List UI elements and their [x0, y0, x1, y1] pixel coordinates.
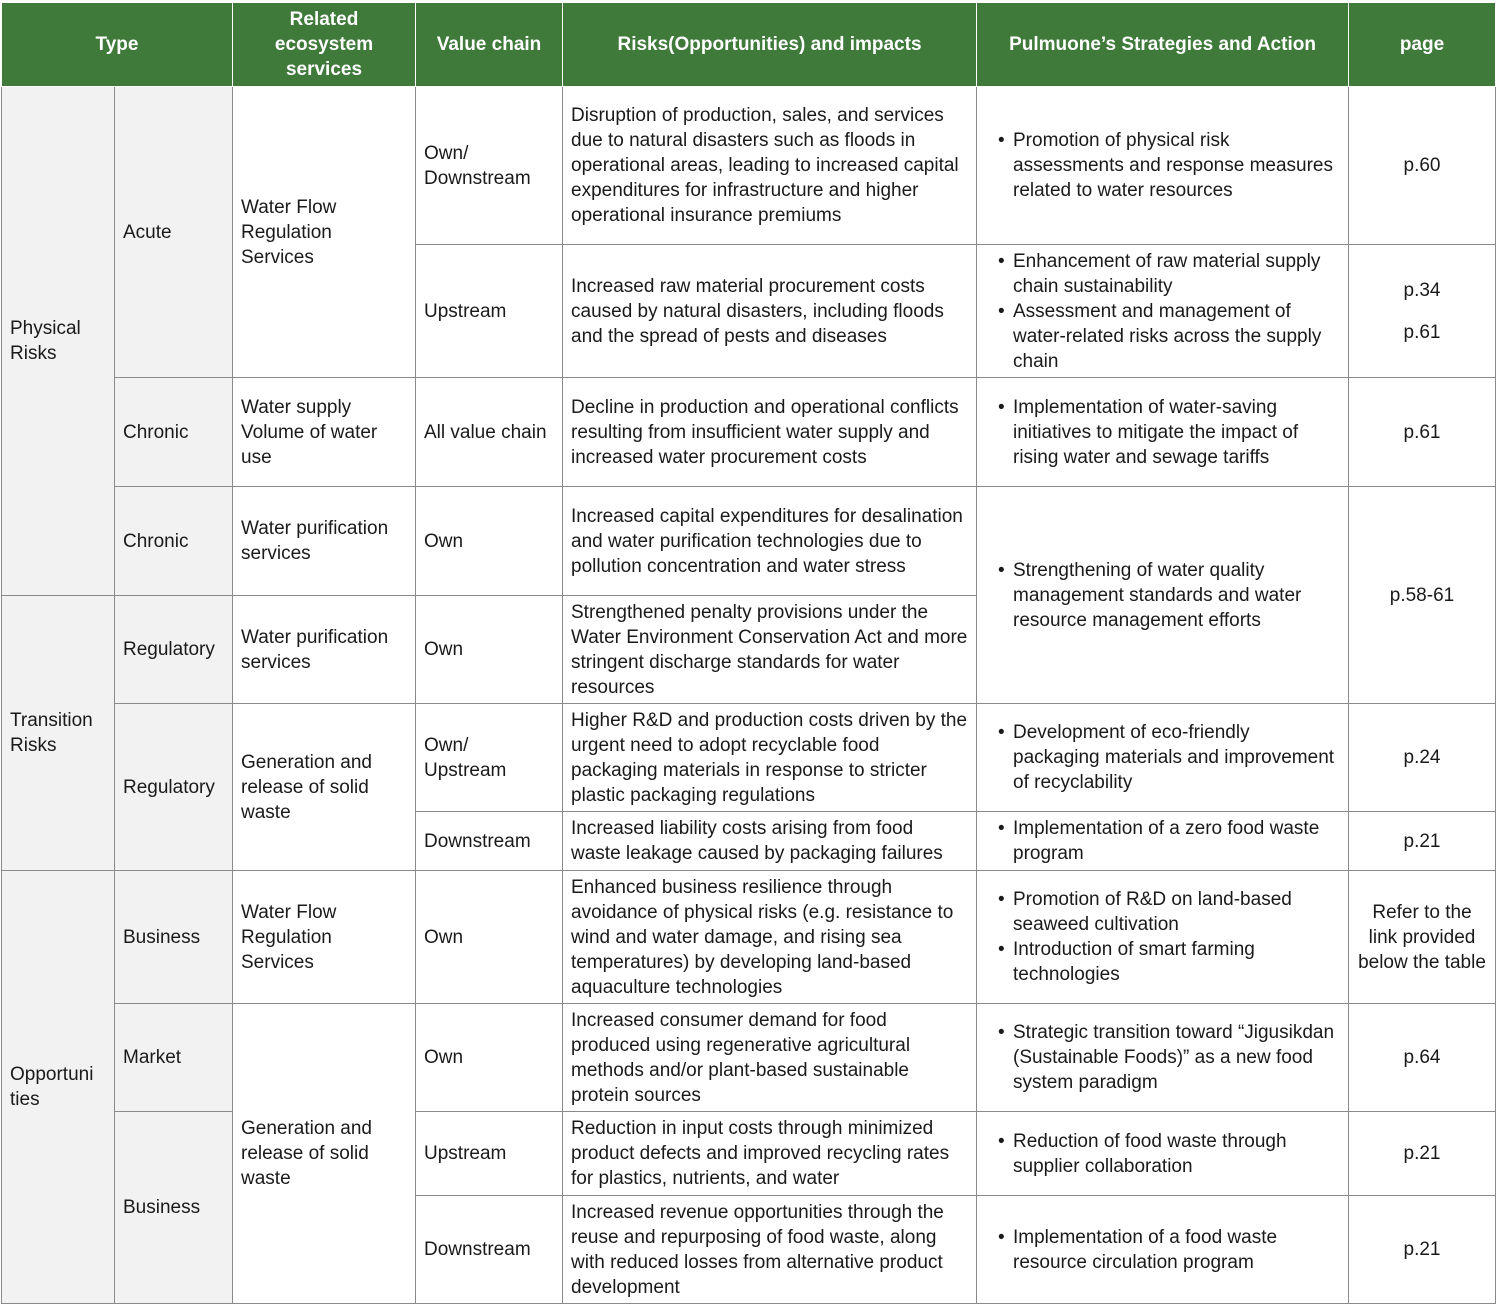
value-chain-cell: Own/ Downstream [416, 87, 563, 245]
risk-cell: Increased liability costs arising from food waste leakage caused by packaging failures [563, 812, 977, 871]
strategy-item: • Strategic transition toward “Jigusikdan (Sustainable Foods)” as a new food system paradigm [1013, 1020, 1340, 1095]
header-risks: Risks(Opportunities) and impacts [563, 3, 977, 87]
table-row [2, 487, 1496, 596]
risk-cell: Strengthened penalty provisions under the Water Environment Conservation Act and more stringent discharge standards for water resources [563, 596, 977, 704]
ecosystem-cell: Generation and release of solid waste [233, 704, 416, 871]
page-ref: p.61 [1403, 321, 1441, 343]
subtype-cell: Business [115, 871, 233, 1004]
strategy-item: • Enhancement of raw material supply chain sustainability [1013, 249, 1340, 299]
strategy-item: • Implementation of water-saving initiatives to mitigate the impact of rising water and sewage tariffs [1013, 395, 1340, 470]
subtype-cell: Chronic [115, 487, 233, 596]
page-cell: p.64 [1349, 1004, 1496, 1112]
subtype-cell: Regulatory [115, 704, 233, 871]
page-cell: p.21 [1349, 1196, 1496, 1304]
table-row [2, 871, 1496, 1004]
value-chain-cell: Upstream [416, 245, 563, 378]
risk-cell: Decline in production and operational conflicts resulting from insufficient water supply and increased water procurement costs [563, 378, 977, 487]
risk-cell: Higher R&D and production costs driven by the urgent need to adopt recyclable food packaging materials in response to stricter plastic packaging regulations [563, 704, 977, 812]
strategy-cell [977, 487, 1349, 704]
ecosystem-cell: Water Flow Regulation Services [233, 87, 416, 378]
value-chain-cell: Own [416, 596, 563, 704]
strategy-item: • Assessment and management of water-related risks across the supply chain [1013, 299, 1340, 374]
table-row [2, 1004, 1496, 1112]
header-strategies: Pulmuone’s Strategies and Action [977, 3, 1349, 87]
page-cell [1349, 245, 1496, 378]
value-chain-cell: All value chain [416, 378, 563, 487]
strategy-cell [977, 704, 1349, 812]
category-physical-risks: Physical Risks [2, 87, 115, 596]
strategy-item: • Development of eco-friendly packaging materials and improvement of recyclability [1013, 720, 1340, 795]
table-row [2, 378, 1496, 487]
page-cell: p.21 [1349, 812, 1496, 871]
value-chain-cell: Own/ Upstream [416, 704, 563, 812]
strategy-cell [977, 1112, 1349, 1196]
risk-cell: Reduction in input costs through minimized product defects and improved recycling rates for plastics, nutrients, and water [563, 1112, 977, 1196]
page-cell: p.21 [1349, 1112, 1496, 1196]
page-ref: p.34 [1403, 279, 1441, 301]
table-row [2, 87, 1496, 245]
category-transition-risks: Transition Risks [2, 596, 115, 871]
strategy-cell [977, 378, 1349, 487]
subtype-cell: Business [115, 1112, 233, 1304]
value-chain-cell: Downstream [416, 1196, 563, 1304]
subtype-cell: Acute [115, 87, 233, 378]
table-row [2, 704, 1496, 812]
risk-opportunity-table [1, 2, 1496, 1304]
table-row [2, 1112, 1496, 1196]
page-cell: p.58-61 [1349, 487, 1496, 704]
page-cell: p.60 [1349, 87, 1496, 245]
strategy-item: • Promotion of physical risk assessments and response measures related to water resources [1013, 128, 1340, 203]
strategy-cell [977, 245, 1349, 378]
strategy-cell [977, 87, 1349, 245]
strategy-item: • Promotion of R&D on land-based seaweed cultivation [1013, 887, 1340, 937]
header-row [2, 3, 1496, 87]
value-chain-cell: Own [416, 1004, 563, 1112]
risk-cell: Increased raw material procurement costs caused by natural disasters, including floods and the spread of pests and diseases [563, 245, 977, 378]
page-cell: Refer to the link provided below the table [1349, 871, 1496, 1004]
strategy-item: • Implementation of a zero food waste program [1013, 816, 1340, 866]
strategy-item: • Strengthening of water quality management standards and water resource management efforts [1013, 558, 1340, 633]
risk-cell: Disruption of production, sales, and services due to natural disasters such as floods in operational areas, leading to increased capital expenditures for infrastructure and higher operational insurance premiums [563, 87, 977, 245]
page-cell: p.61 [1349, 378, 1496, 487]
value-chain-cell: Own [416, 487, 563, 596]
ecosystem-cell: Water Flow Regulation Services [233, 871, 416, 1004]
risk-cell: Increased capital expenditures for desalination and water purification technologies due to pollution concentration and water stress [563, 487, 977, 596]
strategy-item: • Reduction of food waste through supplier collaboration [1013, 1129, 1340, 1179]
value-chain-cell: Downstream [416, 812, 563, 871]
ecosystem-cell: Water supply Volume of water use [233, 378, 416, 487]
value-chain-cell: Own [416, 871, 563, 1004]
ecosystem-cell: Water purification services [233, 596, 416, 704]
category-opportunities: Opportuni ties [2, 871, 115, 1304]
ecosystem-cell: Water purification services [233, 487, 416, 596]
subtype-cell: Regulatory [115, 596, 233, 704]
risk-cell: Increased revenue opportunities through the reuse and repurposing of food waste, along with reduced losses from alternative product development [563, 1196, 977, 1304]
page-cell: p.24 [1349, 704, 1496, 812]
header-ecosystem: Related ecosystem services [233, 3, 416, 87]
risk-cell: Enhanced business resilience through avoidance of physical risks (e.g. resistance to wind and water damage, and rising sea temperatures) by developing land-based aquaculture technologies [563, 871, 977, 1004]
subtype-cell: Market [115, 1004, 233, 1112]
header-type: Type [2, 3, 233, 87]
header-page: page [1349, 3, 1496, 87]
strategy-item: • Introduction of smart farming technologies [1013, 937, 1340, 987]
ecosystem-cell: Generation and release of solid waste [233, 1004, 416, 1304]
strategy-item: • Implementation of a food waste resource circulation program [1013, 1225, 1340, 1275]
risk-cell: Increased consumer demand for food produced using regenerative agricultural methods and/or plant-based sustainable protein sources [563, 1004, 977, 1112]
strategy-cell [977, 1004, 1349, 1112]
header-value-chain: Value chain [416, 3, 563, 87]
strategy-cell [977, 871, 1349, 1004]
subtype-cell: Chronic [115, 378, 233, 487]
value-chain-cell: Upstream [416, 1112, 563, 1196]
strategy-cell [977, 1196, 1349, 1304]
strategy-cell [977, 812, 1349, 871]
